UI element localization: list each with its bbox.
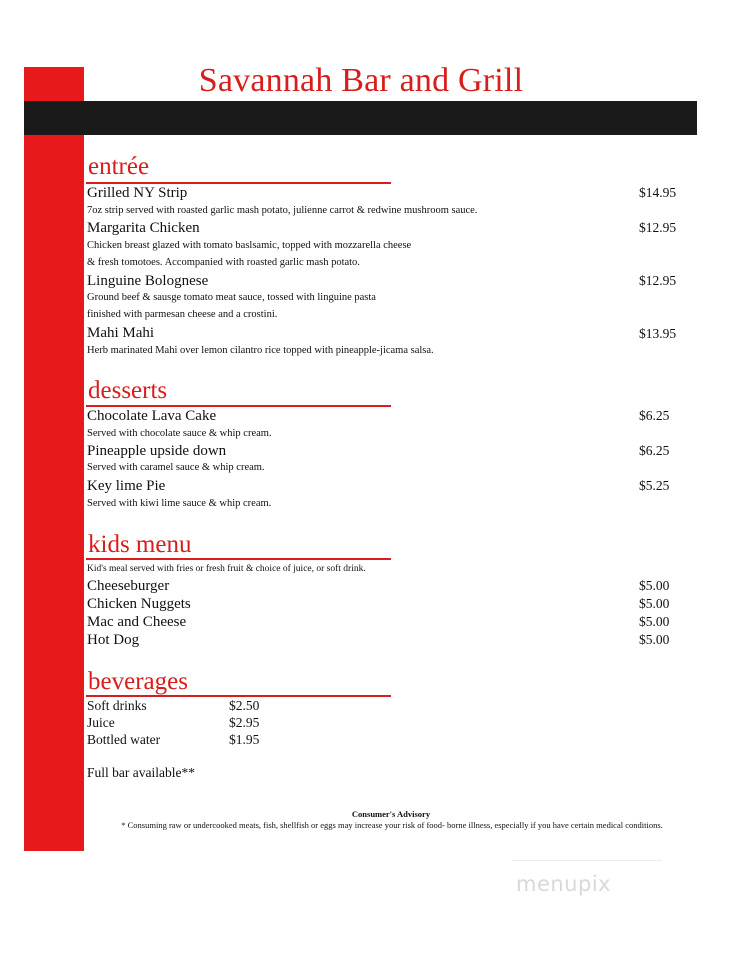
restaurant-title: Savannah Bar and Grill [198, 62, 524, 99]
menu-item-description: Served with chocolate sauce & whip cream. [87, 428, 272, 439]
menu-item-name: Pineapple upside down [87, 443, 227, 459]
menu-item-name: Margarita Chicken [87, 220, 200, 236]
black-header-band [24, 101, 697, 135]
menu-item-price: $6.25 [639, 443, 670, 458]
menu-item-name: Grilled NY Strip [87, 185, 188, 201]
menu-item-price: $6.25 [639, 408, 670, 423]
menu-item-name: Mahi Mahi [87, 325, 155, 341]
beverage-price: $2.50 [229, 698, 260, 713]
menu-item-name: Key lime Pie [87, 478, 166, 494]
menu-item-description: finished with parmesan cheese and a crostini. [87, 309, 278, 320]
menu-item-price: $12.95 [639, 220, 677, 235]
menu-item-name: Cheeseburger [87, 578, 170, 594]
menu-item-price: $5.25 [639, 478, 670, 493]
menu-item-price: $14.95 [639, 185, 677, 200]
menu-item-price: $5.00 [639, 596, 670, 611]
menu-item-name: Hot Dog [87, 632, 140, 648]
menu-item-name: Mac and Cheese [87, 614, 187, 630]
menu-item-description: Chicken breast glazed with tomato baslsamic, topped with mozzarella cheese [87, 240, 412, 251]
section-heading-desserts: desserts [88, 377, 168, 404]
menu-item-name: Chicken Nuggets [87, 596, 191, 612]
menu-item-description: 7oz strip served with roasted garlic mash potato, julienne carrot & redwine mushroom sauce. [87, 205, 478, 216]
consumer-advisory-title: Consumer's Advisory [351, 809, 431, 819]
section-heading-beverages: beverages [88, 668, 188, 695]
menu-item-description: & fresh tomotoes. Accompanied with roasted garlic mash potato. [87, 257, 360, 268]
menu-item-price: $5.00 [639, 632, 670, 647]
beverage-name: Soft drinks [87, 698, 147, 713]
section-heading-entree: entrée [88, 153, 150, 180]
watermark-divider [512, 860, 662, 861]
menu-item-price: $12.95 [639, 273, 677, 288]
menu-item-description: Herb marinated Mahi over lemon cilantro rice topped with pineapple-jicama salsa. [87, 345, 434, 356]
menu-item-price: $5.00 [639, 578, 670, 593]
beverage-name: Juice [87, 715, 115, 730]
menu-item-price: $5.00 [639, 614, 670, 629]
menu-item-description: Ground beef & sausge tomato meat sauce, tossed with linguine pasta [87, 292, 376, 303]
menu-item-description: Served with caramel sauce & whip cream. [87, 462, 265, 473]
menupix-watermark: menupix [516, 872, 612, 896]
section-rule [86, 558, 391, 560]
beverage-price: $1.95 [229, 732, 260, 747]
menu-item-name: Chocolate Lava Cake [87, 408, 217, 424]
full-bar-note: Full bar available** [87, 765, 195, 780]
beverage-name: Bottled water [87, 732, 161, 747]
menu-item-description: Served with kiwi lime sauce & whip cream. [87, 498, 272, 509]
menu-item-name: Linguine Bolognese [87, 273, 209, 289]
menu-item-price: $13.95 [639, 326, 677, 341]
consumer-advisory-text: * Consuming raw or undercooked meats, fish, shellfish or eggs may increase your risk of food- borne illness, especially if you have certain medical conditions. [121, 820, 663, 830]
kids-menu-note: Kid's meal served with fries or fresh fruit & choice of juice, or soft drink. [87, 564, 366, 574]
beverage-price: $2.95 [229, 715, 260, 730]
section-heading-kids-menu: kids menu [88, 531, 192, 558]
red-side-bar [24, 67, 84, 851]
